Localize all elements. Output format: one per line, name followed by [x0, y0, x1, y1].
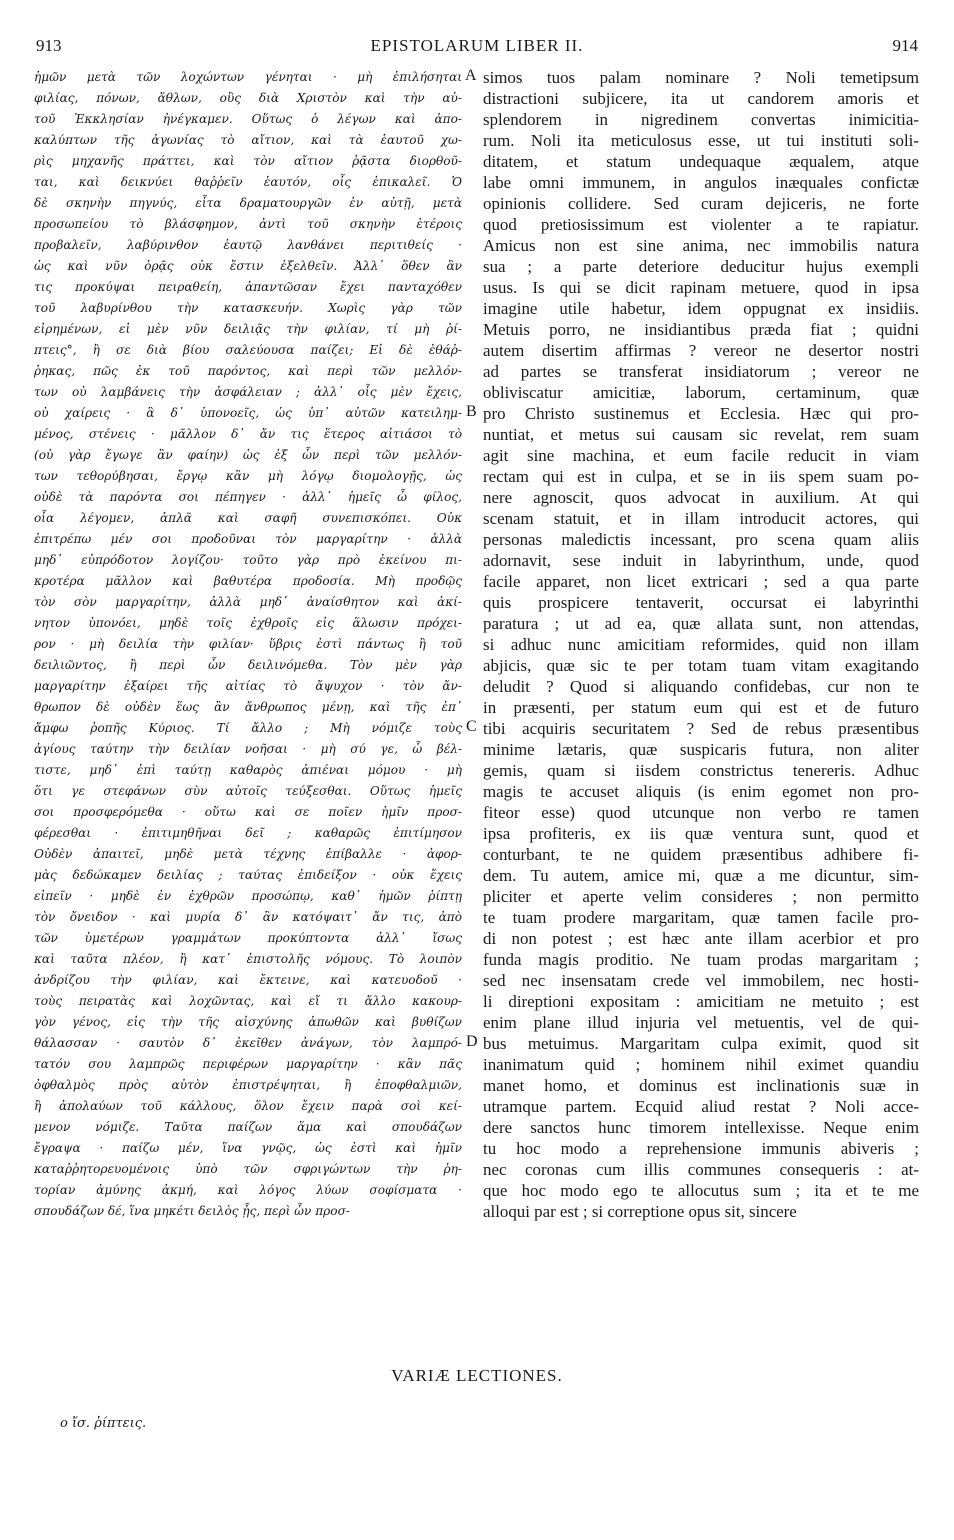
greek-text-line: θάλασσαν · σαυτὸν δ᾽ ἐκεῖθεν ἀνάγων, τὸν λαμπρό- — [34, 1036, 462, 1050]
latin-text-line: imagine utile habetur, idem oppugnat ex insidiis. — [483, 299, 919, 318]
greek-text-line: τοῦ λαβυρίνθου τὴν κατασκευήν. Χωρὶς γὰρ τῶν — [34, 301, 462, 315]
latin-text-line: manet homo, et dominus est inclinationis suæ in — [483, 1076, 919, 1095]
greek-text-line: φιλίας, πόνων, ἄθλων, οὓς διὰ Χριστὸν καὶ τὴν αὐ- — [34, 91, 462, 105]
greek-text-line: ἄμφω ῥοπῆς Κύριος. Τί ἄλλο ; Μὴ νόμιζε τοὺς — [34, 721, 462, 735]
latin-text-line: autem disertim affirmas ? vereor ne desertor nostri — [483, 341, 919, 360]
greek-text-line: σοι προσφερόμεθα · οὕτω καὶ σε ποῖεν ἡμῖν προσ- — [34, 805, 462, 819]
latin-text-line: rum. Noli ita meticulosus esse, ut tui instituti soli- — [483, 131, 919, 150]
greek-text-line: τοὺς πειρατὰς καὶ λοχῶντας, καὶ εἴ τι ἄλλο κακουρ- — [34, 994, 462, 1008]
latin-text-line: ditatem, et statum undequaque æqualem, atque — [483, 152, 919, 171]
greek-text-line: μένος, στένεις · μᾶλλον δ᾽ ἄν τις ἕτερος αἰτιάσοι τὸ — [34, 427, 462, 441]
latin-text-line: opinionis collidere. Sed curam dejiceris, ne forte — [483, 194, 919, 213]
latin-text-line: ad partes se transferat insidiatorum ; vereor ne — [483, 362, 919, 381]
latin-text-line: quod pretiosissimum est violenter a te rapiatur. — [483, 215, 919, 234]
greek-text-line: ὅτι γε στεφάνων σὺν αὐτοῖς τεύξεσθαι. Οὕτως ἡμεῖς — [34, 784, 462, 798]
latin-text-line: usus. Is qui se dicit rapinam metuere, quod in ipsa — [483, 278, 919, 297]
latin-text-line: quis prospicere tentaverit, occursat ei labyrinthi — [483, 593, 919, 612]
latin-text-line: sed nec insensatam crede vel immobilem, nec hosti- — [483, 971, 919, 990]
page-number-left: 913 — [36, 36, 62, 55]
greek-text-line: δὲ σκηνὴν πηγνύς, εἶτα δραματουργῶν ἐν αὐτῇ, μετὰ — [34, 196, 462, 210]
greek-text-line: σπουδάζων δέ, ἵνα μηκέτι δειλὸς ᾖς, περὶ ὧν προσ- — [34, 1204, 350, 1218]
latin-text-line: Metuis porro, ne insidiantibus præda fiat ; quidni — [483, 320, 919, 339]
greek-text-line: δειλιῶντος, ἢ περὶ ὧν δειλινόμεθα. Τὸν μὲν γὰρ — [34, 658, 462, 672]
running-header — [36, 36, 918, 58]
latin-text-line: personas maledictis incessant, pro scena quam aliis — [483, 530, 919, 549]
latin-text-line: abjicis, quæ sic te per totam tuam vitam exagitando — [483, 656, 919, 675]
latin-text-line: paratura ; ut ad ea, quæ allata sunt, non attendas, — [483, 614, 919, 633]
latin-text-line: que hoc modo ego te allocutus sum ; ita et te me — [483, 1181, 919, 1200]
greek-text-line: τορίαν ἀμύνης ἀκμή, καὶ λόγος λύων σοφίσματα · — [34, 1183, 462, 1197]
latin-text-line: sua ; a parte deteriore deducitur hujus exempli — [483, 257, 919, 276]
greek-text-line: οὐ χαίρεις · ἃ δ᾽ ὑπονοεῖς, ὡς ὑπ᾽ αὐτῶν κατειλημ- — [34, 406, 462, 420]
greek-text-column — [34, 67, 462, 1222]
greek-text-line: τοῦ Ἐκκλησίαν ἠνέγκαμεν. Οὕτως ὁ λέγων καὶ ἀπο- — [34, 112, 462, 126]
greek-text-line: πτεις°, ἢ σε διὰ βίου σαλεύουσα παίζει; Εἰ δὲ ἐθάῤ- — [34, 343, 462, 357]
latin-text-line: inanimatum quid ; hominem nihil eximet quandiu — [483, 1055, 919, 1074]
greek-text-line: μενον νόμιζε. Ταῦτα παίζων ἅμα καὶ σπουδάζων — [34, 1120, 462, 1134]
greek-text-line: ἀνδρίζου τὴν φιλίαν, καὶ ἔκτεινε, καὶ κατευοδοῦ · — [34, 973, 462, 987]
greek-text-line: εἰρημένων, εἰ μὲν νῦν δειλιᾷς τὴν φιλίαν, τί μὴ ῥί- — [34, 322, 462, 336]
latin-text-line: enim plane illud injuria vel metuentis, vel de qui- — [483, 1013, 919, 1032]
greek-text-line: μαργαρίτην ἐξαίρει τῆς αἰτίας τὸ ἄψυχον · τὸν ἄν- — [34, 679, 462, 693]
greek-text-line: γὸν γένος, εἰς τὴν τῆς αἰσχύνης ἀπωθῶν καὶ βυθίζων — [34, 1015, 462, 1029]
greek-text-line: ἡμῶν μετὰ τῶν λοχώντων γένηται · μὴ ἐπιλήσηται — [34, 70, 462, 84]
latin-text-line: nere agnoscit, quos advocat in auxilium. At qui — [483, 488, 919, 507]
variae-lectiones-heading: VARIÆ LECTIONES. — [391, 1366, 563, 1385]
greek-text-line: τὸν ὄνειδον · καὶ μυρία δ᾽ ἂν κατόψαιτ᾽ ἄν τις, ἀπὸ — [34, 910, 462, 924]
latin-text-line: rectam qui est in culpa, et se in iis spem suam po- — [483, 467, 919, 486]
latin-text-line: gemis, quam si iisdem constrictus tenereris. Adhuc — [483, 761, 919, 780]
greek-text-line: ἢ ἀπολαύων τοῦ κάλλους, ὅλον ἔχειν παρὰ σοὶ κεί- — [34, 1099, 462, 1113]
greek-text-line: εἰπεῖν · μηδὲ ἐν ἐχθρῶν προσώπῳ, καθ᾽ ἡμῶν ῥίπτῃ — [34, 889, 462, 903]
greek-text-line: ἔγραψα · παίζω μέν, ἵνα γνῷς, ὡς ἐστὶ καὶ ἡμῖν — [34, 1141, 462, 1155]
greek-text-line: ἐπιτρέπω μέν σοι προδοῦναι τὸν μαργαρίτην · ἀλλὰ — [34, 532, 462, 546]
latin-text-line: tu hoc modo a reprehensione immunis abiveris ; — [483, 1139, 919, 1158]
latin-text-line: dem. Tu autem, amice mi, quæ a me dicuntur, sim- — [483, 866, 919, 885]
greek-text-line: οἷα λέγομεν, ἁπλᾶ καὶ σαφῆ συνεπισκόπει. Οὐκ — [34, 511, 462, 525]
latin-text-line: agit sine machina, et eum facile reducit in viam — [483, 446, 919, 465]
greek-text-line: θρωπον δὲ οὐδὲν ἕως ἂν ἄνθρωπος μένῃ, καὶ τῆς ἐπ᾽ — [34, 700, 462, 714]
latin-text-line: scenam statuit, et in illam introducit actores, qui — [483, 509, 919, 528]
latin-text-line: di non potest ; est hæc ante illam acerbior et pro — [483, 929, 919, 948]
latin-text-line: te tuam prodere margaritam, quæ tamen facile pro- — [483, 908, 919, 927]
latin-text-line: nec coronas cum illis communes consequeris : at- — [483, 1160, 919, 1179]
greek-text-line: τατόν σου λαμπρῶς περιφέρων μαργαρίτην · κἂν πᾶς — [34, 1057, 462, 1071]
margin-mark-c: C — [466, 718, 477, 735]
latin-text-line: pro Christo sustinemus et Ecclesia. Hæc qui pro- — [483, 404, 919, 423]
greek-text-line: τὸν σὸν μαργαρίτην, ἀλλὰ μηδ᾽ ἀναίσθητον καὶ ἀκί- — [34, 595, 462, 609]
greek-text-line: ἁγίους ταύτην τὴν δειλίαν νοῆσαι · μὴ σύ γε, ὦ βέλ- — [34, 742, 462, 756]
greek-text-line: κροτέρα μᾶλλον καὶ βαθυτέρα προδοσία. Μὴ προδῷς — [34, 574, 462, 588]
greek-text-line: ὀφθαλμὸς πρὸς αὐτὸν ἐπιστρέψηται, ἢ ἐποφθαλμιῶν, — [34, 1078, 462, 1092]
greek-text-line: προβαλεῖν, λαβύρινθον ἑαυτῷ λανθάνει περιτιθείς · — [34, 238, 462, 252]
greek-text-line: ῥηκας, πῶς ἐκ τοῦ παρόντος, καὶ περὶ τῶν μελλόν- — [34, 364, 462, 378]
latin-text-line: minime lætaris, quæ suspicaris futura, non aliter — [483, 740, 919, 759]
page-number-right: 914 — [892, 36, 918, 55]
margin-mark-b: B — [466, 403, 477, 420]
greek-text-line: (οὐ γὰρ ἔγωγε ἂν φαίην) ὡς ἐξ ὧν περὶ τῶν μελλόν- — [34, 448, 462, 462]
margin-mark-a: A — [465, 67, 477, 84]
latin-text-line: tibi acquiris securitatem ? Sed de rebus præsentibus — [483, 719, 919, 738]
latin-text-line: magis te accuset aliquis (is enim egomet non pro- — [483, 782, 919, 801]
greek-text-line: ρὶς μηχανῆς πράττει, καὶ τὸν αἴτιον ῥᾷστα διορθοῦ- — [34, 154, 462, 168]
greek-text-line: μηδ᾽ εὐπρόδοτον λογίζου· τοῦτο γὰρ πρὸ ἐκείνου πι- — [34, 553, 462, 567]
latin-text-line: obliviscatur amicitiæ, laborum, certaminum, quæ — [483, 383, 919, 402]
latin-text-line: facile apparet, non licet extricari ; sed a qua parte — [483, 572, 919, 591]
greek-text-line: οὐδὲ τὰ παρόντα σοι πέπηγεν · ἀλλ᾽ ἡμεῖς ὦ φίλος, — [34, 490, 462, 504]
greek-text-line: καλύπτων τῆς ἀγωνίας τὸ αἴτιον, καὶ τὰ ἑαυτοῦ χω- — [34, 133, 462, 147]
latin-text-line: splendorem in nigredinem convertas inimicitia- — [483, 110, 919, 129]
greek-text-line: τις προκύψαι πειραθείη, ἀπαντῶσαν ἔχει πανταχόθεν — [34, 280, 462, 294]
latin-text-line: ipsa profiteris, ex iis quæ ventura sunt, quod et — [483, 824, 919, 843]
greek-text-line: ρον · μὴ δειλία τὴν φιλίαν· ὕβρις ἐστὶ πάντως ἢ τοῦ — [34, 637, 462, 651]
latin-text-line: dere sanctos hunc timorem intellexisse. Neque enim — [483, 1118, 919, 1137]
greek-text-line: καταῤῥητορευομένοις ὑπὸ τῶν σφριγώντων τὴν ῥη- — [34, 1162, 462, 1176]
latin-text-line: adornavit, sese induit in labyrinthum, unde, quod — [483, 551, 919, 570]
latin-text-line: Amicus non est sine anima, nec immobilis natura — [483, 236, 919, 255]
latin-text-line: bus metuimus. Margaritam culpa eximit, quod sit — [483, 1034, 919, 1053]
greek-text-line: των τεθορύβησαι, ἔργῳ κἂν μὴ λόγῳ διομολογῇς, ὡς — [34, 469, 462, 483]
greek-text-line: νητον ὑπονόει, μηδὲ τοῖς ἐχθροῖς εἰς ἅλωσιν πρόχει- — [34, 616, 462, 630]
latin-text-line: in præsenti, per statum eum qui est et de futuro — [483, 698, 919, 717]
greek-text-line: τιστε, μηδ᾽ ἐπὶ ταύτῃ καθαρὸς ἀπιέναι μόμου · μὴ — [34, 763, 462, 777]
latin-text-line: deludit ? Quod si aliquando confidebas, cur non te — [483, 677, 919, 696]
latin-text-line: simos tuos palam nominare ? Noli temetipsum — [483, 68, 919, 87]
latin-text-line: li direptioni expositam : amicitiam ne metuito ; est — [483, 992, 919, 1011]
latin-text-line: distractioni subjicere, ita ut candorem amoris et — [483, 89, 919, 108]
latin-text-line: si adhuc nunc amicitiam reformides, quid non illam — [483, 635, 919, 654]
running-title: EPISTOLARUM LIBER II. — [370, 36, 584, 55]
latin-text-line: labe omni immunem, in angulos inæquales confictæ — [483, 173, 919, 192]
footnote: o ἴσ. ῥίπτεις. — [60, 1416, 147, 1431]
latin-text-line: funda magis proditio. Ne tuam prodas margaritam ; — [483, 950, 919, 969]
greek-text-line: ὡς καὶ νῦν ὁρᾷς οὐκ ἔστιν ἐξελθεῖν. Ἀλλ᾽ ὅθεν ἂν — [34, 259, 462, 273]
latin-text-line: utramque partem. Ecquid aliud restat ? Noli acce- — [483, 1097, 919, 1116]
greek-text-line: τῶν ὑμετέρων γραμμάτων προκύπτοντα ἀλλ᾽ ἴσως — [34, 931, 462, 945]
greek-text-line: των οὐ λαμβάνεις τὴν ἀσφάλειαν ; ἀλλ᾽ οἷς μὲν ἔχεις, — [34, 385, 462, 399]
greek-text-line: μὰς δεδώκαμεν δειλίας ; ταύτας ἐπιδείξον · οὐκ ἔχεις — [34, 868, 462, 882]
greek-text-line: Οὐδὲν ἀπαιτεῖ, μηδὲ μετὰ τέχνης ἐπίβαλλε · ἀφορ- — [34, 847, 462, 861]
margin-mark-d: D — [466, 1033, 478, 1050]
greek-text-line: προσωπείου τὸ βλάσφημον, ἀντὶ τοῦ σκηνὴν ἑτέροις — [34, 217, 462, 231]
latin-text-column — [483, 67, 919, 1222]
greek-text-line: καὶ ταῦτα πλέον, ἢ κατ᾽ ἐπιστολῆς νόμους. Τὸ λοιπὸν — [34, 952, 462, 966]
latin-text-line: alloqui par est ; si correptione opus sit, sincere — [483, 1202, 797, 1221]
latin-text-line: fiteor esse) quod utcunque non verbo re tamen — [483, 803, 919, 822]
latin-text-line: conturbant, te ne quidem præsentibus adhibere fi- — [483, 845, 919, 864]
greek-text-line: φέρεσθαι · ἐπιτιμηθῆναι δεῖ ; καθαρῶς ἐπιτίμησον — [34, 826, 462, 840]
greek-text-line: ται, καὶ δεικνύει θαῤῥεῖν ἑαυτόν, οἷς ἐπικαλεῖ. Ὁ — [34, 175, 462, 189]
latin-text-line: pliciter et aperte velim consideres ; non permitto — [483, 887, 919, 906]
latin-text-line: nuntiat, et metus sui causam sic revelat, rem suam — [483, 425, 919, 444]
